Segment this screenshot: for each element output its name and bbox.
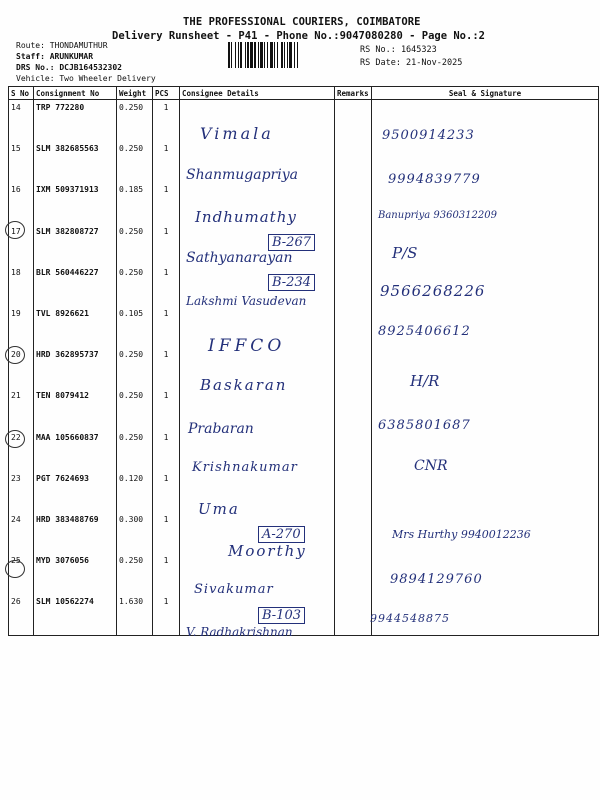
row-pcs: 1 — [153, 306, 180, 347]
handwritten-room: B-103 — [258, 607, 305, 624]
staff-info: Staff: ARUNKUMAR — [16, 52, 94, 61]
handwritten-room: A-270 — [258, 526, 305, 543]
col-consignment: Consignment No — [34, 87, 117, 100]
row-signature — [372, 347, 599, 388]
row-pcs: 1 — [153, 100, 180, 142]
row-consignment: BLR 560446227 — [34, 265, 117, 306]
row-pcs: 1 — [153, 430, 180, 471]
row-sno: 22 — [9, 430, 34, 471]
circle-mark — [5, 221, 25, 239]
handwritten-name: Shanmugapriya — [186, 167, 298, 183]
row-pcs: 1 — [153, 471, 180, 512]
handwritten-signature: P/S — [392, 244, 418, 262]
row-consignment: PGT 7624693 — [34, 471, 117, 512]
handwritten-signature: H/R — [410, 372, 440, 390]
handwritten-signature: 9894129760 — [390, 572, 483, 587]
row-remarks — [335, 347, 372, 388]
row-remarks — [335, 224, 372, 265]
row-consignment: MAA 105660837 — [34, 430, 117, 471]
row-sno: 15 — [9, 141, 34, 182]
table-header-row — [9, 87, 599, 100]
row-consignment: TRP 772280 — [34, 100, 117, 142]
row-weight: 0.120 — [117, 471, 153, 512]
handwritten-signature: 8925406612 — [378, 324, 471, 339]
handwritten-signature: 9500914233 — [382, 128, 475, 143]
row-weight: 0.185 — [117, 182, 153, 223]
row-sno: 20 — [9, 347, 34, 388]
handwritten-name: Prabaran — [188, 421, 254, 437]
row-sno: 17 — [9, 224, 34, 265]
row-remarks — [335, 594, 372, 636]
handwritten-name: Vimala — [200, 124, 274, 143]
circle-mark — [5, 346, 25, 364]
row-weight: 0.250 — [117, 100, 153, 142]
row-pcs: 1 — [153, 347, 180, 388]
row-consignment: IXM 509371913 — [34, 182, 117, 223]
table-row — [9, 430, 599, 471]
handwritten-name: V. Radhakrishnan — [186, 625, 293, 639]
rs-number: RS No.: 1645323 — [360, 45, 437, 55]
table-row — [9, 100, 599, 142]
row-consignment: SLM 10562274 — [34, 594, 117, 636]
table-row — [9, 471, 599, 512]
row-pcs: 1 — [153, 594, 180, 636]
row-weight: 0.250 — [117, 553, 153, 594]
barcode-image — [228, 42, 354, 68]
table-row — [9, 306, 599, 347]
row-remarks — [335, 471, 372, 512]
handwritten-signature: Mrs Hurthy 9940012236 — [392, 528, 531, 541]
row-pcs: 1 — [153, 553, 180, 594]
row-weight: 0.300 — [117, 512, 153, 553]
row-remarks — [335, 141, 372, 182]
row-remarks — [335, 100, 372, 142]
circle-mark — [5, 430, 25, 448]
col-signature: Seal & Signature — [372, 87, 599, 100]
col-consignee: Consignee Details — [180, 87, 335, 100]
handwritten-name: Uma — [198, 500, 240, 518]
row-remarks — [335, 512, 372, 553]
row-sno: 25 — [9, 553, 34, 594]
table-row — [9, 141, 599, 182]
handwritten-signature: 9566268226 — [380, 282, 486, 300]
handwritten-room: B-267 — [268, 234, 315, 251]
row-pcs: 1 — [153, 388, 180, 429]
company-title: THE PROFESSIONAL COURIERS, COIMBATORE — [183, 16, 421, 28]
row-consignment: HRD 383488769 — [34, 512, 117, 553]
handwritten-name: Indhumathy — [195, 208, 297, 226]
row-weight: 1.630 — [117, 594, 153, 636]
handwritten-name: Lakshmi Vasudevan — [186, 294, 307, 308]
row-weight: 0.250 — [117, 347, 153, 388]
row-sno: 16 — [9, 182, 34, 223]
row-consignment: MYD 3076056 — [34, 553, 117, 594]
row-sno: 26 — [9, 594, 34, 636]
vehicle-info: Vehicle: Two Wheeler Delivery — [16, 74, 156, 83]
table-row — [9, 182, 599, 223]
row-weight: 0.250 — [117, 224, 153, 265]
row-weight: 0.105 — [117, 306, 153, 347]
row-remarks — [335, 182, 372, 223]
row-consignment: SLM 382808727 — [34, 224, 117, 265]
route-info: Route: THONDAMUTHUR — [16, 41, 108, 50]
handwritten-room: B-234 — [268, 274, 315, 291]
row-sno: 14 — [9, 100, 34, 142]
circle-mark — [5, 560, 25, 578]
handwritten-signature: 6385801687 — [378, 418, 471, 433]
row-weight: 0.250 — [117, 265, 153, 306]
row-sno: 19 — [9, 306, 34, 347]
row-weight: 0.250 — [117, 141, 153, 182]
row-pcs: 1 — [153, 512, 180, 553]
row-remarks — [335, 430, 372, 471]
handwritten-name: Baskaran — [200, 376, 288, 394]
row-consignment: HRD 362895737 — [34, 347, 117, 388]
row-remarks — [335, 553, 372, 594]
row-pcs: 1 — [153, 265, 180, 306]
col-remarks: Remarks — [335, 87, 372, 100]
row-sno: 23 — [9, 471, 34, 512]
row-pcs: 1 — [153, 224, 180, 265]
handwritten-name: Sathyanarayan — [186, 250, 293, 266]
handwritten-name: IFFCO — [208, 336, 286, 356]
runsheet-title: Delivery Runsheet - P41 - Phone No.:9047080280 - Page No.:2 — [112, 30, 485, 42]
row-remarks — [335, 265, 372, 306]
row-sno: 18 — [9, 265, 34, 306]
row-signature — [372, 471, 599, 512]
drs-info: DRS No.: DCJB164532302 — [16, 63, 122, 72]
handwritten-signature: Banupriya 9360312209 — [378, 210, 497, 221]
handwritten-signature: CNR — [414, 458, 448, 474]
handwritten-signature: 9994839779 — [388, 172, 481, 187]
row-consignment: SLM 382685563 — [34, 141, 117, 182]
row-sno: 21 — [9, 388, 34, 429]
row-weight: 0.250 — [117, 388, 153, 429]
row-signature — [372, 430, 599, 471]
table-row — [9, 347, 599, 388]
handwritten-name: Sivakumar — [194, 582, 274, 597]
col-sno: S No — [9, 87, 34, 100]
table-row — [9, 388, 599, 429]
row-remarks — [335, 306, 372, 347]
col-weight: Weight — [117, 87, 153, 100]
handwritten-name: Krishnakumar — [192, 460, 298, 475]
row-pcs: 1 — [153, 182, 180, 223]
row-sno: 24 — [9, 512, 34, 553]
handwritten-signature: 9944548875 — [370, 612, 450, 625]
row-consignment: TEN 8079412 — [34, 388, 117, 429]
row-pcs: 1 — [153, 141, 180, 182]
handwritten-name: Moorthy — [228, 542, 307, 560]
row-weight: 0.250 — [117, 430, 153, 471]
row-remarks — [335, 388, 372, 429]
col-pcs: PCS — [153, 87, 180, 100]
row-consignment: TVL 8926621 — [34, 306, 117, 347]
rs-date: RS Date: 21-Nov-2025 — [360, 58, 463, 68]
